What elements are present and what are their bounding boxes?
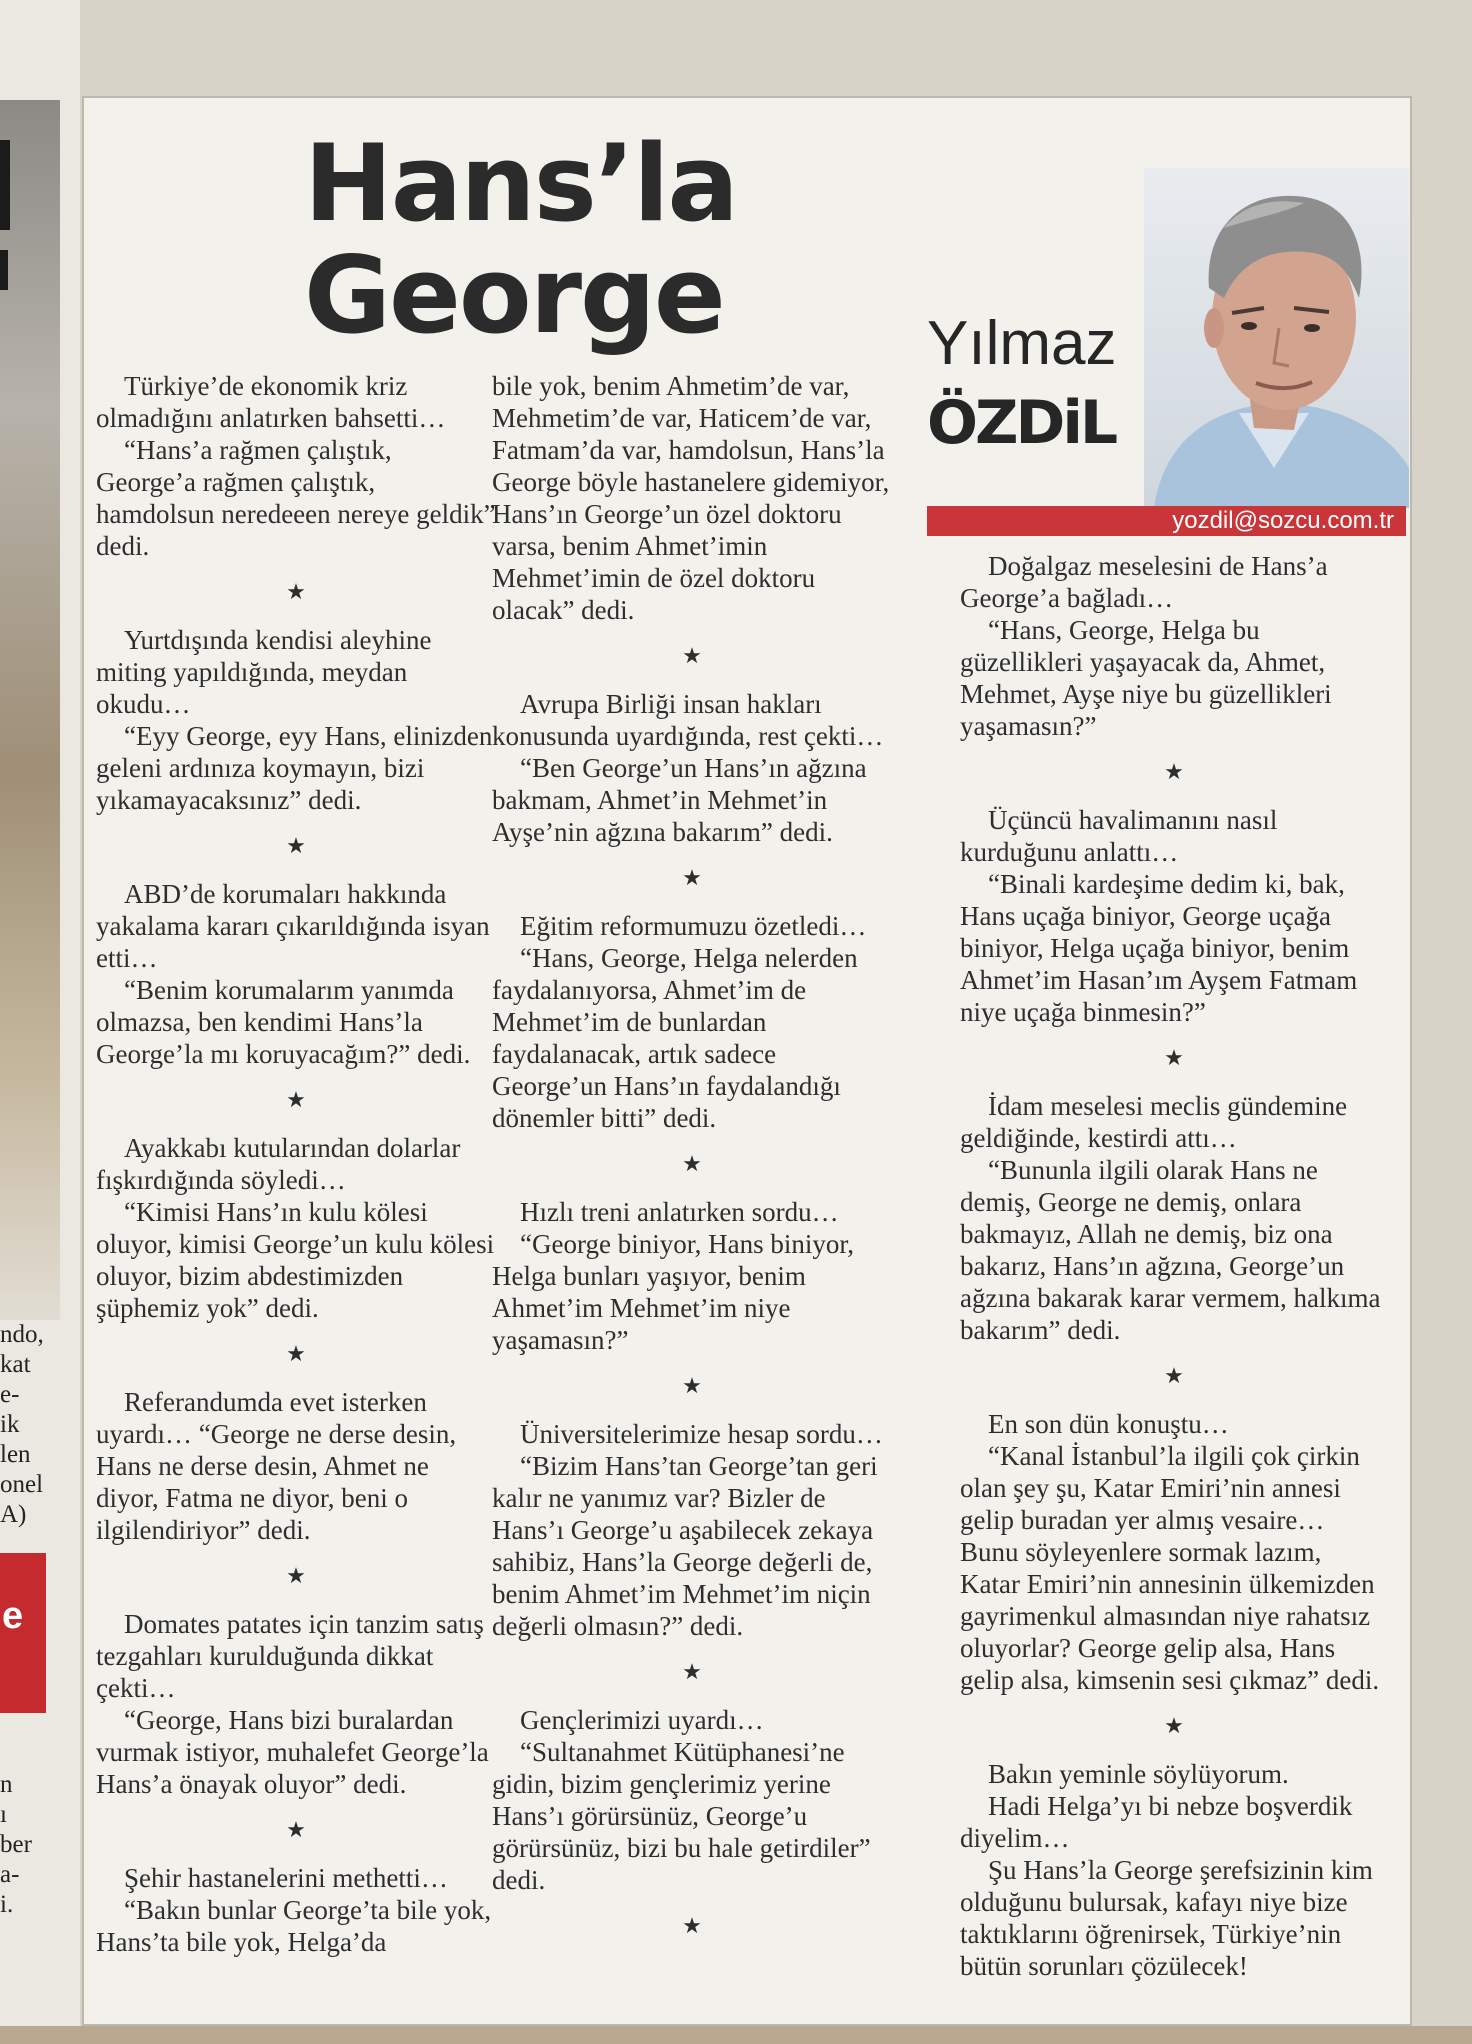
- article-paragraph: Şu Hans’la George şerefsizinin kim olduğunu bulursak, kafayı niye bize taktıklarını öğrenirsek, Türkiye’nin bütün sorunları çözülecek!: [960, 1855, 1373, 1981]
- article-paragraph: “Eyy George, eyy Hans, elinizden geleni ardınıza koymayın, bizi yıkamayacaksınız” dedi.: [96, 721, 493, 815]
- adjacent-page-fragment: i.: [0, 1891, 14, 1918]
- text-column-2: [492, 370, 892, 1958]
- article-paragraph: “Kimisi Hans’ın kulu kölesi oluyor, kimisi George’un kulu kölesi oluyor, bizim abdestimizden şüphemiz yok” dedi.: [96, 1197, 495, 1323]
- author-email-text: yozdil@sozcu.com.tr: [1172, 507, 1394, 534]
- author-first-name: Yılmaz: [927, 309, 1117, 378]
- adjacent-page-red-letter: e: [2, 1595, 24, 1637]
- adjacent-page-fragment: ndo,: [0, 1321, 44, 1348]
- section-star-divider: ★: [286, 1087, 306, 1112]
- section-star-divider: ★: [682, 865, 702, 890]
- article-paragraph: “Hans, George, Helga nelerden faydalanıyorsa, Ahmet’im de Mehmet’im de bunlardan faydalanacak, artık sadece George’un Hans’ın faydalandığı dönemler bitti” dedi.: [492, 943, 858, 1133]
- article-paragraph: ABD’de korumaları hakkında yakalama kararı çıkarıldığında isyan etti…: [96, 879, 490, 973]
- article-paragraph: “Ben George’un Hans’ın ağzına bakmam, Ahmet’in Mehmet’in Ayşe’nin ağzına bakarım” dedi.: [492, 753, 867, 847]
- article-paragraph: Üniversitelerimize hesap sordu…: [520, 1419, 883, 1449]
- article-paragraph: Domates patates için tanzim satış tezgahları kurulduğunda dikkat çekti…: [96, 1609, 484, 1703]
- article-paragraph: “Hans’a rağmen çalıştık, George’a rağmen çalıştık, hamdolsun neredeeen nereye geldik” dedi.: [96, 435, 496, 561]
- article-paragraph: “Benim korumalarım yanımda olmazsa, ben kendimi Hans’la George’la mı koruyacağım?” dedi.: [96, 975, 471, 1069]
- article-paragraph: “Binali kardeşime dedim ki, bak, Hans uçağa biniyor, George uçağa biniyor, Helga uçağa biniyor, benim Ahmet’im Hasan’ım Ayşem Fatmam niye uçağa binmesin?”: [960, 869, 1358, 1027]
- article-paragraph: Referandumda evet isterken uyardı… “George ne derse desin, Hans ne derse desin, Ahmet ne diyor, Fatma ne diyor, beni o ilgilendiriyor” dedi.: [96, 1387, 457, 1545]
- section-star-divider: ★: [682, 1151, 702, 1176]
- article-paragraph: “Bununla ilgili olarak Hans ne demiş, George ne demiş, onlara bakmayız, Allah ne demiş, biz ona bakarız, Hans’ın ağzına, George’un ağzına bakarak karar vermem, halkıma bakarım” dedi.: [960, 1155, 1381, 1345]
- page-edge-shadow: [0, 2026, 1472, 2044]
- article-paragraph: “Sultanahmet Kütüphanesi’ne gidin, bizim gençlerimiz yerine Hans’ı görürsünüz, George’u görürsünüz, bizi bu hale getirdiler” dedi.: [492, 1737, 871, 1895]
- adjacent-page-fragment: e-: [0, 1381, 20, 1408]
- article-paragraph: Ayakkabı kutularından dolarlar fışkırdığında söyledi…: [96, 1133, 461, 1195]
- adjacent-page-fragment: a-: [0, 1861, 20, 1888]
- article-paragraph: Eğitim reformumuzu özetledi…: [520, 911, 867, 941]
- section-star-divider: ★: [1164, 759, 1184, 784]
- adjacent-page-fragment: len: [0, 1441, 31, 1468]
- article-paragraph: Hadi Helga’yı bi nebze boşverdik diyelim…: [960, 1791, 1353, 1853]
- author-portrait: [1144, 168, 1409, 508]
- adjacent-page-fragment: ik: [0, 1411, 20, 1438]
- column-article: [82, 96, 1412, 2026]
- article-paragraph: Gençlerimizi uyardı…: [520, 1705, 764, 1735]
- section-star-divider: ★: [682, 1373, 702, 1398]
- article-paragraph: En son dün konuştu…: [988, 1409, 1229, 1439]
- adjacent-page-fragment: onel: [0, 1471, 44, 1498]
- section-star-divider: ★: [682, 643, 702, 668]
- article-paragraph: İdam meselesi meclis gündemine geldiğinde, kestirdi attı…: [960, 1091, 1348, 1153]
- article-paragraph: Şehir hastanelerini methetti…: [124, 1863, 448, 1893]
- article-paragraph: “Kanal İstanbul’la ilgili çok çirkin olan şey şu, Katar Emiri’nin annesi gelip buradan yer almış vesaire… Bunu söyleyenlere sormak lazım, Katar Emiri’nin annesinin ülkemizden gayrimenkul almasından niye rahatsız oluyorlar? George gelip alsa, Hans gelip alsa, kimsenin sesi çıkmaz” dedi.: [960, 1441, 1380, 1695]
- section-star-divider: ★: [286, 1341, 306, 1366]
- headline-line-2: George: [304, 234, 724, 357]
- article-paragraph: Yurtdışında kendisi aleyhine miting yapıldığında, meydan okudu…: [96, 625, 432, 719]
- article-paragraph: Türkiye’de ekonomik kriz olmadığını anlatırken bahsetti…: [96, 371, 446, 433]
- headline-line-1: Hans’la: [304, 122, 737, 245]
- article-paragraph: “Bizim Hans’tan George’tan geri kalır ne yanımız var? Bizler de Hans’ı George’u aşabilecek zekaya sahibiz, Hans’la George değerli de, benim Ahmet’im Mehmet’im niçin değerli olmasın?” dedi.: [492, 1451, 878, 1641]
- section-star-divider: ★: [1164, 1713, 1184, 1738]
- text-column-1: [96, 370, 496, 1958]
- section-star-divider: ★: [682, 1913, 702, 1938]
- article-paragraph: “Hans, George, Helga bu güzellikleri yaşayacak da, Ahmet, Mehmet, Ayşe niye bu güzellikleri yaşamasın?”: [960, 615, 1332, 741]
- section-star-divider: ★: [1164, 1045, 1184, 1070]
- adjacent-page-fragment: ı: [0, 1801, 7, 1828]
- article-paragraph: “George biniyor, Hans biniyor, Helga bunları yaşıyor, benim Ahmet’im Mehmet’im niye yaşamasın?”: [492, 1229, 855, 1355]
- article-paragraph: Hızlı treni anlatırken sordu…: [520, 1197, 839, 1227]
- headline: [304, 122, 737, 357]
- section-star-divider: ★: [286, 579, 306, 604]
- adjacent-page-fragment: [0, 1710, 60, 1740]
- section-star-divider: ★: [286, 1563, 306, 1588]
- section-star-divider: ★: [286, 1817, 306, 1842]
- article-paragraph: Avrupa Birliği insan hakları konusunda uyardığında, rest çekti…: [492, 689, 884, 751]
- adjacent-page-fragment: ber: [0, 1831, 32, 1858]
- section-star-divider: ★: [682, 1659, 702, 1684]
- article-paragraph: Bakın yeminle söylüyorum.: [988, 1759, 1289, 1789]
- author-last-name: ÖZDiL: [927, 388, 1116, 458]
- article-paragraph: “George, Hans bizi buralardan vurmak istiyor, muhalefet George’la Hans’a önayak oluyor” dedi.: [96, 1705, 489, 1799]
- article-paragraph: Doğalgaz meselesini de Hans’a George’a bağladı…: [960, 551, 1328, 613]
- adjacent-page-photo: [0, 100, 60, 1320]
- adjacent-page-fragment: n: [0, 1771, 13, 1798]
- adjacent-page-fragment: A): [0, 1501, 27, 1528]
- article-paragraph: “Bakın bunlar George’ta bile yok, Hans’ta bile yok, Helga’da: [96, 1895, 492, 1957]
- adjacent-page-fragment: kat: [0, 1351, 31, 1378]
- text-column-3: [960, 550, 1388, 1982]
- adjacent-page-fragment: [0, 1740, 60, 1770]
- section-star-divider: ★: [1164, 1363, 1184, 1388]
- section-star-divider: ★: [286, 833, 306, 858]
- adjacent-page-strip: [0, 0, 80, 2044]
- article-paragraph: bile yok, benim Ahmetim’de var, Mehmetim’de var, Haticem’de var, Fatmam’da var, hamdolsun, Hans’la George böyle hastanelere gidemiyor, Hans’ın George’un özel doktoru varsa, benim Ahmet’imin Mehmet’imin de özel doktoru olacak” dedi.: [492, 371, 890, 625]
- author-email[interactable]: [927, 506, 1406, 536]
- article-paragraph: Üçüncü havalimanını nasıl kurduğunu anlattı…: [960, 805, 1278, 867]
- adjacent-page-red-box: [0, 1553, 46, 1713]
